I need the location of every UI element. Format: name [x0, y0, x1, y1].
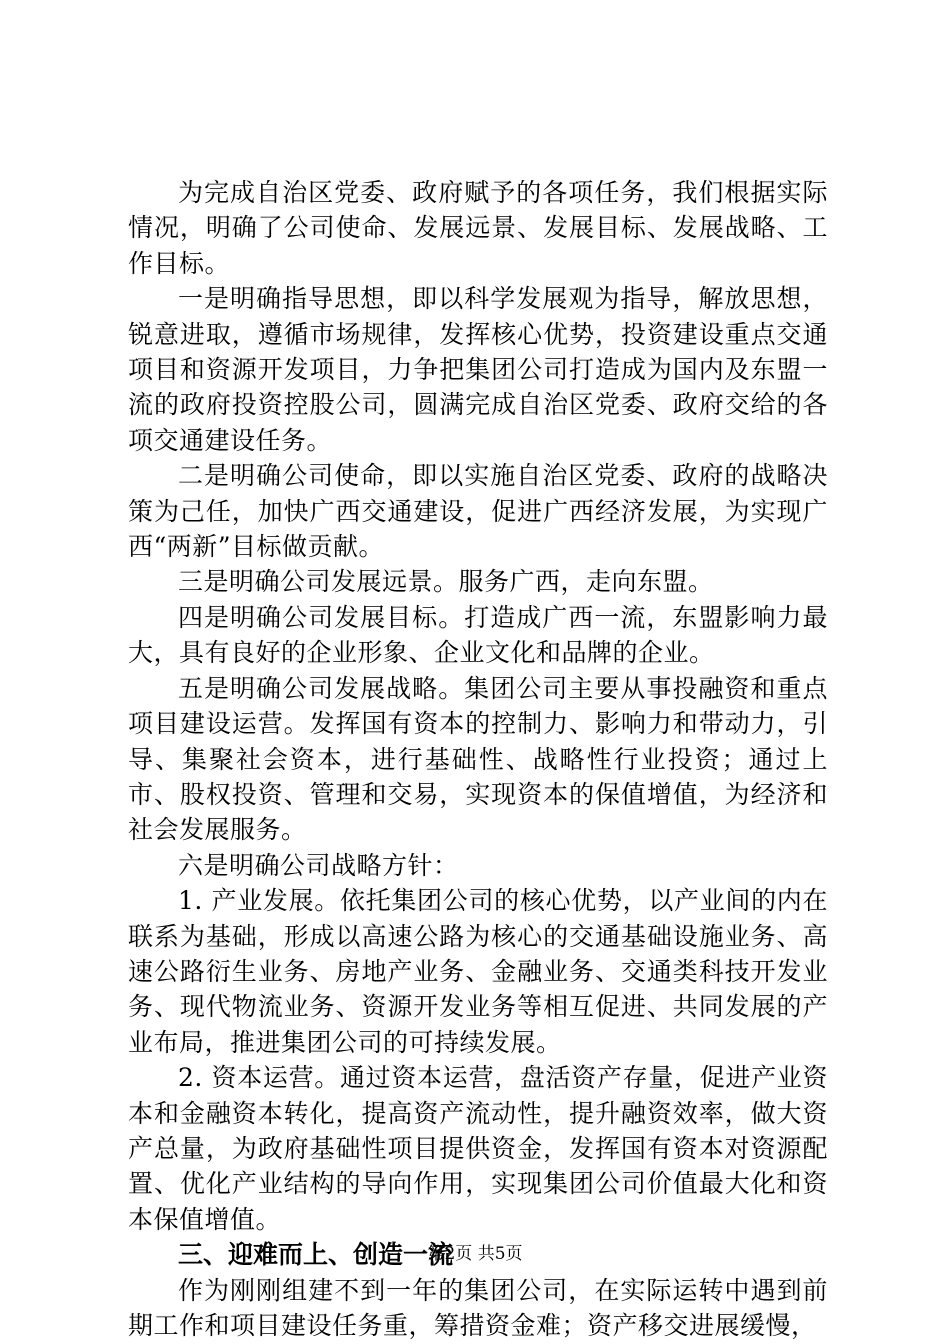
paragraph-development-goal: 四是明确公司发展目标。打造成广西一流，东盟影响力最大，具有良好的企业形象、企业文化和品牌的企业。: [128, 602, 828, 668]
paragraph-intro: 为完成自治区党委、政府赋予的各项任务，我们根据实际情况，明确了公司使命、发展远景、发展目标、发展战略、工作目标。: [128, 178, 828, 278]
section-heading: 三、迎难而上、创造一流: [178, 1240, 454, 1270]
paragraph-industry-development: 1. 产业发展。依托集团公司的核心优势，以产业间的内在联系为基础，形成以高速公路为核心的交通基础设施业务、高速公路衍生业务、房地产业务、金融业务、交通类科技开发业务、现代物流业务、资源开发业务等相互促进、共同发展的产业布局，推进集团公司的可持续发展。: [128, 886, 828, 1057]
paragraph-final: 作为刚刚组建不到一年的集团公司，在实际运转中遇到前期工作和项目建设任务重，筹措资金难；资产移交进展缓慢，: [128, 1275, 828, 1340]
paragraph-guiding-ideology: 一是明确指导思想，即以科学发展观为指导，解放思想，锐意进取，遵循市场规律，发挥核心优势，投资建设重点交通项目和资源开发项目，力争把集团公司打造成为国内及东盟一流的政府投资控股公司，圆满完成自治区党委、政府交给的各项交通建设任务。: [128, 284, 828, 455]
page-footer: [0, 1243, 950, 1265]
paragraph-capital-operation: 2. 资本运营。通过资本运营，盘活资产存量，促进产业资本和金融资本转化，提高资产流动性，提升融资效率，做大资产总量，为政府基础性项目提供资金，发挥国有资本对资源配置、优化产业结构的导向作用，实现集团公司价值最大化和资本保值增值。: [128, 1063, 828, 1234]
paragraph-strategic-policy: 六是明确公司战略方针：: [178, 850, 459, 880]
page-number: 第2页 共5页: [427, 1244, 523, 1264]
paragraph-development-vision: 三是明确公司发展远景。服务广西，走向东盟。: [178, 567, 714, 597]
document-body: [128, 175, 828, 1343]
paragraph-company-mission: 二是明确公司使命，即以实施自治区党委、政府的战略决策为己任，加快广西交通建设，促进广西经济发展，为实现广西“两新”目标做贡献。: [128, 461, 828, 562]
paragraph-development-strategy: 五是明确公司发展战略。集团公司主要从事投融资和重点项目建设运营。发挥国有资本的控制力、影响力和带动力，引导、集聚社会资本，进行基础性、战略性行业投资；通过上市、股权投资、管理和交易，实现资本的保值增值，为经济和社会发展服务。: [128, 673, 828, 845]
